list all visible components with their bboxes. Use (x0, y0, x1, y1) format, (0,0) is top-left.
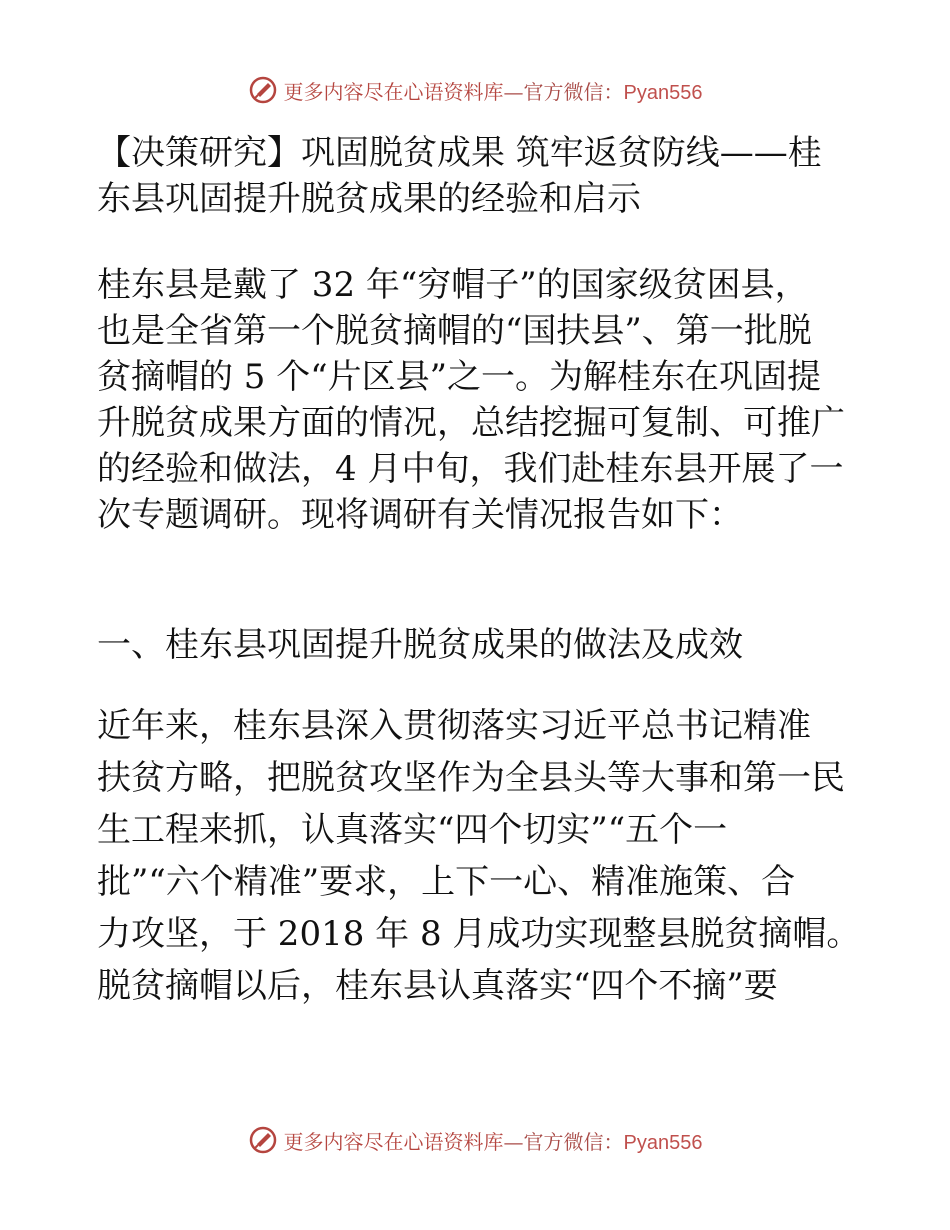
document-title (97, 130, 857, 222)
watermark-separator: — (503, 1129, 524, 1154)
watermark-separator: — (503, 79, 524, 104)
paragraph-line: 次专题调研。现将调研有关情况报告如下： (97, 495, 743, 535)
red-stamp-logo-icon (248, 75, 278, 105)
paragraph-line: 力攻坚，于 2018 年 8 月成功实现整县脱贫摘帽。 (97, 914, 861, 954)
footer-watermark (0, 1120, 950, 1160)
watermark-text (284, 1126, 703, 1155)
watermark-wechat-label: 官方微信： (523, 79, 624, 104)
watermark-text (284, 76, 703, 105)
paragraph-line: 扶贫方略，把脱贫攻坚作为全县头等大事和第一民 (97, 758, 845, 798)
paragraph-line: 贫摘帽的 5 个“片区县”之一。为解桂东在巩固提 (97, 357, 822, 397)
watermark-main: 更多内容尽在心语资料库 (283, 79, 504, 104)
red-stamp-logo-icon (248, 1125, 278, 1155)
paragraph-line: 也是全省第一个脱贫摘帽的“国扶县”、第一批脱 (97, 311, 812, 351)
paragraph-line: 批”“六个精准”要求，上下一心、精准施策、合 (97, 862, 796, 902)
paragraph-line: 桂东县是戴了 32 年“穷帽子”的国家级贫困县， (97, 265, 809, 305)
paragraph-line: 脱贫摘帽以后，桂东县认真落实“四个不摘”要 (97, 966, 778, 1006)
watermark-wechat-label: 官方微信： (523, 1129, 624, 1154)
paragraph-line: 生工程来抓，认真落实“四个切实”“五个一 (97, 810, 728, 850)
watermark-wechat-id: Pyan556 (623, 81, 703, 104)
header-watermark (0, 70, 950, 110)
paragraph-intro (97, 262, 857, 538)
section-heading-text: 一、桂东县巩固提升脱贫成果的做法及成效 (97, 625, 743, 665)
watermark-main: 更多内容尽在心语资料库 (283, 1129, 504, 1154)
paragraph-line: 的经验和做法，4 月中旬，我们赴桂东县开展了一 (97, 449, 844, 489)
paragraph-practice (97, 700, 861, 1012)
section-heading (97, 622, 857, 668)
watermark-wechat-id: Pyan556 (623, 1131, 703, 1154)
title-line: 【决策研究】巩固脱贫成果 筑牢返贫防线——桂 (97, 133, 822, 173)
title-line: 东县巩固提升脱贫成果的经验和启示 (97, 179, 641, 219)
paragraph-line: 升脱贫成果方面的情况，总结挖掘可复制、可推广 (97, 403, 845, 443)
paragraph-line: 近年来，桂东县深入贯彻落实习近平总书记精准 (97, 706, 811, 746)
